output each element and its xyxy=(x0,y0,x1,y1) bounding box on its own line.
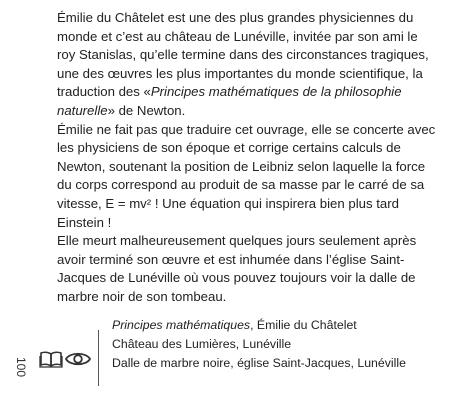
caption-line-3: Dalle de marbre noire, église Saint-Jacques, Lunéville xyxy=(112,355,406,370)
paragraph-2: Émilie ne fait pas que traduire cet ouvrage, elle se concerte avec les physiciens de son époque et corrige certains calculs de Newton, soutenant la position de Leibniz selon laquelle la force du corps correspond au produit de sa masse par le carré de sa vitesse, E = mv² ! Une équation qui inspirera bien plus tard Einstein ! xyxy=(57,121,436,230)
paragraph-1-intro: Émilie du Châtelet est une des plus grandes physiciennes du monde et c’est au château de Lunéville, invitée par son ami le roy Stanislas, qu’elle termine dans des circonstances tragiques, une des œuvres les plus importantes du monde scientifique, la traduction des « xyxy=(57,10,429,100)
book-icon xyxy=(39,350,63,373)
caption-line-1 xyxy=(112,316,442,335)
body-text xyxy=(57,9,437,307)
caption-block xyxy=(112,316,442,372)
caption-line-2: Château des Lumières, Lunéville xyxy=(112,336,292,351)
paragraph-3: Elle meurt malheureusement quelques jours seulement après avoir terminé son œuvre et est inhumée dans l’église Saint-Jacques de Lunéville où vous pouvez toujours voir la dalle de marbre noir de son tombeau. xyxy=(57,233,417,304)
page-number: 100 xyxy=(14,356,28,378)
paragraph-1-end: » de Newton. xyxy=(107,102,186,118)
caption-author: , Émilie du Châtelet xyxy=(250,318,357,332)
book-title: Principes mathématiques de la philosophie naturelle xyxy=(57,84,402,118)
paragraph-1 xyxy=(57,9,437,121)
eye-icon xyxy=(65,350,91,373)
caption-divider xyxy=(98,330,99,386)
caption-title: Principes mathématiques xyxy=(112,318,251,332)
